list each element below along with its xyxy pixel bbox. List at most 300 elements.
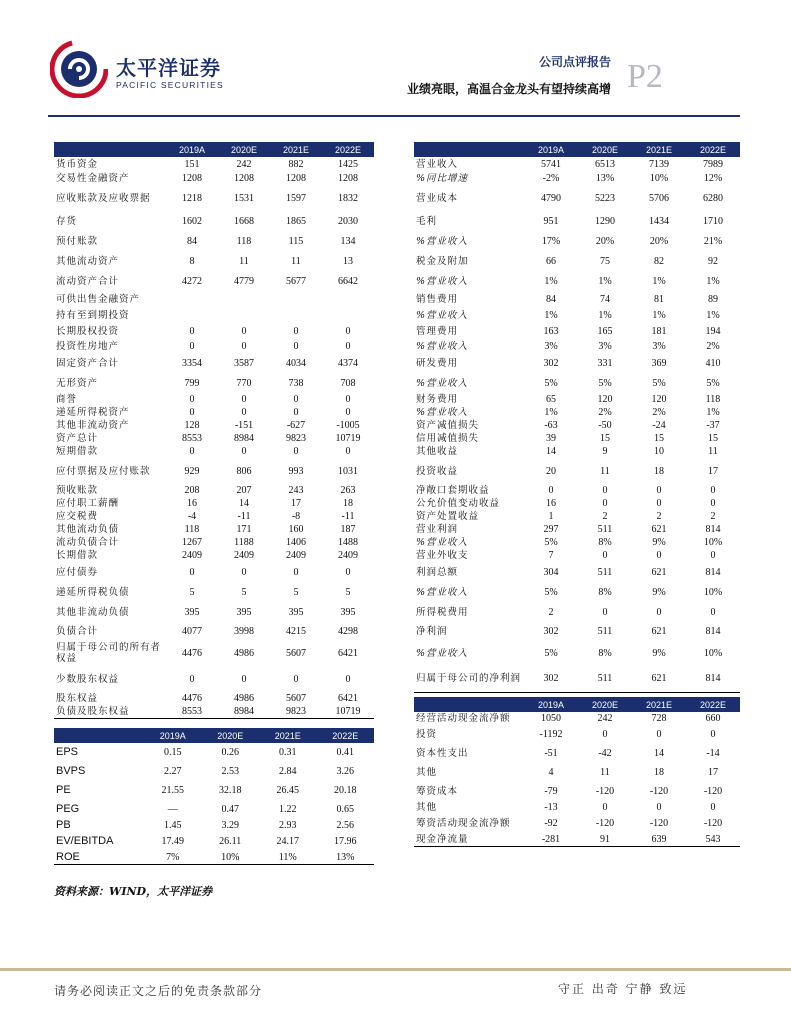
row-value: 0: [602, 485, 608, 496]
table-row: [54, 432, 374, 445]
row-label: 少数股东权益: [56, 673, 120, 685]
row-value: 11: [291, 255, 301, 267]
table-header-row: [414, 697, 740, 712]
row-value: 1208: [286, 172, 306, 184]
row-label: 管理费用: [416, 325, 459, 337]
valuation-table: [54, 728, 374, 865]
row-value: 511: [597, 625, 613, 637]
row-label: 归属于母公司的所有者权益: [56, 642, 162, 664]
row-value: 4986: [234, 693, 254, 704]
row-value: 18: [654, 465, 664, 477]
table-row: [414, 484, 740, 497]
row-label: 短期借款: [56, 446, 99, 457]
table-row: [414, 323, 740, 339]
row-value: 2: [710, 511, 716, 522]
row-value: 26.11: [219, 836, 242, 847]
row-label: 资本性支出: [416, 748, 469, 759]
row-value: 4779: [234, 275, 254, 287]
row-label: 毛利: [416, 215, 438, 227]
table-row: [54, 339, 374, 353]
table-row: [414, 562, 740, 582]
row-value: 1208: [338, 172, 358, 184]
table-row: [414, 458, 740, 484]
row-value: 4: [548, 767, 554, 778]
row-value: -63: [544, 420, 558, 431]
row-label: 应收账款及应收票据: [56, 192, 151, 204]
table-row: [414, 353, 740, 373]
row-value: 89: [708, 293, 718, 305]
row-label: PB: [56, 819, 71, 831]
row-value: 3998: [234, 625, 254, 637]
row-value: -120: [703, 818, 723, 829]
cash-flow-table: [414, 697, 740, 847]
row-label: %营业收入: [416, 407, 469, 418]
row-value: [166, 291, 218, 307]
row-value: 4790: [541, 192, 561, 204]
table-row: [414, 185, 740, 211]
row-value: 2409: [182, 550, 202, 561]
company-motto: 守正 出奇 宁静 致远: [558, 982, 688, 996]
row-label: 资产减值损失: [416, 420, 480, 431]
row-value: -8: [291, 511, 301, 522]
row-value: 65: [546, 394, 556, 405]
row-value: 410: [705, 357, 721, 369]
row-value: -24: [652, 420, 666, 431]
row-value: 0: [345, 340, 351, 352]
row-value: 6280: [703, 192, 723, 204]
row-value: 9%: [652, 537, 666, 548]
row-value: 118: [705, 394, 721, 405]
row-value: 369: [651, 357, 667, 369]
table-row: [414, 445, 740, 458]
row-value: 6642: [338, 275, 358, 287]
row-label: 筹资成本: [416, 786, 459, 797]
header-cell-year: 2022E: [686, 697, 740, 712]
row-value: 2409: [286, 550, 306, 561]
row-label: 负债合计: [56, 625, 99, 637]
row-value: 20.18: [334, 785, 357, 796]
row-label: 其他: [416, 767, 438, 778]
row-value: 242: [597, 713, 613, 724]
row-value: -120: [649, 818, 669, 829]
table-row: [54, 271, 374, 291]
table-row: [414, 497, 740, 510]
row-value: 194: [705, 325, 721, 337]
row-label: 其他流动资产: [56, 255, 120, 267]
table-row: [414, 231, 740, 251]
row-value: 814: [686, 666, 740, 692]
row-value: 1%: [706, 407, 720, 418]
row-label: 交易性金融资产: [56, 172, 130, 184]
table-row: [414, 744, 740, 763]
income-statement-table: [414, 142, 740, 693]
row-value: 14: [654, 748, 664, 759]
row-value: 11: [239, 255, 249, 267]
row-value: -11: [237, 511, 251, 522]
row-label: 其他非流动负债: [56, 606, 130, 618]
row-value: 8%: [598, 537, 612, 548]
row-value: 5%: [598, 377, 612, 389]
row-value: 1865: [286, 215, 306, 227]
table-row: [54, 231, 374, 251]
header-cell-year: 2022E: [322, 142, 374, 157]
table-row: [414, 763, 740, 782]
row-value: 11%: [259, 851, 317, 864]
table-row: [414, 211, 740, 231]
row-value: 882: [288, 158, 304, 170]
row-value: 5741: [541, 158, 561, 170]
row-label: 存货: [56, 215, 78, 227]
row-value: 120: [651, 394, 667, 405]
row-label: 利润总额: [416, 566, 459, 578]
row-value: 160: [288, 524, 304, 535]
row-value: 4476: [182, 647, 202, 659]
row-value: 0: [293, 394, 299, 405]
row-value: 187: [340, 524, 356, 535]
row-value: 10: [654, 446, 664, 457]
row-value: 6513: [595, 158, 615, 170]
row-value: -79: [544, 786, 558, 797]
row-label: BVPS: [56, 765, 86, 777]
row-value: -37: [706, 420, 720, 431]
header-cell-label: [414, 142, 524, 157]
header-cell-year: 2021E: [270, 142, 322, 157]
company-logo: [50, 40, 240, 100]
row-value: 814: [705, 625, 721, 637]
table-row: [54, 743, 374, 762]
row-value: 5%: [544, 586, 558, 598]
row-value: 2.84: [279, 766, 297, 777]
row-value: 5607: [286, 693, 306, 704]
row-value: 5: [241, 586, 247, 598]
row-label: 其他: [416, 802, 438, 813]
table-row: [54, 484, 374, 497]
row-value: 8553: [166, 705, 218, 718]
row-value: 0: [241, 446, 247, 457]
row-label: 应交税费: [56, 511, 99, 522]
row-value: 13%: [317, 851, 375, 864]
table-row: [54, 832, 374, 851]
row-value: 0.41: [336, 747, 354, 758]
row-value: 0: [656, 802, 662, 813]
row-value: 621: [651, 524, 667, 535]
row-value: 304: [543, 566, 559, 578]
row-value: 118: [236, 235, 252, 247]
row-label: 应付职工薪酬: [56, 498, 120, 509]
row-value: 0: [710, 729, 716, 740]
row-value: 0: [602, 498, 608, 509]
row-value: -4: [187, 511, 197, 522]
row-value: 243: [288, 485, 304, 496]
row-value: 10%: [703, 647, 723, 659]
row-value: 929: [184, 465, 200, 477]
row-value: [218, 307, 270, 323]
row-label: 投资: [416, 729, 438, 740]
row-label: 流动资产合计: [56, 275, 120, 287]
row-value: 0: [293, 340, 299, 352]
row-label: EPS: [56, 746, 79, 758]
row-value: 0: [189, 446, 195, 457]
row-value: 814: [705, 566, 721, 578]
header-cell-year: 2019A: [524, 142, 578, 157]
row-value: 1%: [652, 309, 666, 321]
row-label: %营业收入: [416, 586, 469, 598]
table-row: [54, 445, 374, 458]
header-cell-label: [54, 728, 144, 743]
row-value: 0: [602, 606, 608, 618]
row-value: 0: [710, 802, 716, 813]
row-value: 39: [546, 433, 556, 444]
row-value: 395: [288, 606, 304, 618]
row-value: 21%: [703, 235, 723, 247]
header-rule: [48, 115, 740, 117]
table-row: [414, 510, 740, 523]
row-label: 商誉: [56, 394, 78, 405]
row-value: 10%: [202, 851, 260, 864]
row-value: 0: [710, 485, 716, 496]
table-row: [414, 373, 740, 393]
table-row: [54, 781, 374, 800]
row-value: 91: [578, 833, 632, 846]
row-value: 0: [602, 729, 608, 740]
row-value: 26.45: [276, 785, 299, 796]
row-label: 营业收入: [416, 158, 459, 170]
row-value: 3%: [598, 340, 612, 352]
header-cell-year: 2019A: [524, 697, 578, 712]
row-value: 20%: [649, 235, 669, 247]
row-value: 511: [578, 666, 632, 692]
row-value: 84: [187, 235, 197, 247]
row-value: 207: [236, 485, 252, 496]
row-value: 2%: [598, 407, 612, 418]
row-value: 7139: [649, 158, 669, 170]
row-value: 1188: [234, 537, 254, 548]
row-value: 1218: [182, 192, 202, 204]
header-cell-year: 2020E: [202, 728, 260, 743]
row-label: 长期股权投资: [56, 325, 120, 337]
row-value: 8%: [598, 586, 612, 598]
header-cell-year: 2020E: [218, 142, 270, 157]
table-row: [54, 393, 374, 406]
row-value: 1%: [652, 275, 666, 287]
row-value: -92: [544, 818, 558, 829]
row-value: 799: [184, 377, 200, 389]
row-value: 1602: [182, 215, 202, 227]
row-value: 263: [340, 485, 356, 496]
row-value: 4476: [182, 693, 202, 704]
table-row: [54, 497, 374, 510]
row-value: 5223: [595, 192, 615, 204]
table-row: [414, 666, 740, 692]
row-value: 4986: [234, 647, 254, 659]
page-title: 业绩亮眼，高温合金龙头有望持续高增: [406, 82, 611, 96]
row-value: 3.26: [336, 766, 354, 777]
row-value: 0.31: [279, 747, 297, 758]
table-row: [54, 510, 374, 523]
row-value: 0: [710, 498, 716, 509]
row-label: %营业收入: [416, 537, 469, 548]
table-header-row: [54, 728, 374, 743]
row-value: 993: [288, 465, 304, 477]
row-value: 5706: [649, 192, 669, 204]
row-value: 1488: [338, 537, 358, 548]
row-value: 0: [345, 566, 351, 578]
row-value: -2%: [542, 172, 560, 184]
table-row: [414, 833, 740, 846]
table-row: [414, 536, 740, 549]
row-label: 研发费用: [416, 357, 459, 369]
row-value: 0: [345, 673, 351, 685]
row-value: -151: [234, 420, 254, 431]
row-value: 2409: [338, 550, 358, 561]
row-label: EV/EBITDA: [56, 835, 114, 847]
row-value: 4374: [338, 357, 358, 369]
row-value: 0: [241, 566, 247, 578]
table-row: [54, 582, 374, 602]
row-value: -120: [595, 818, 615, 829]
table-row: [414, 549, 740, 562]
row-value: 1597: [286, 192, 306, 204]
row-label: 长期借款: [56, 550, 99, 561]
row-value: 0: [656, 498, 662, 509]
row-value: 12%: [703, 172, 723, 184]
row-value: 0: [189, 566, 195, 578]
row-value: 10719: [335, 433, 361, 444]
row-label: %营业收入: [416, 235, 469, 247]
row-value: 13: [343, 255, 353, 267]
row-value: 0: [189, 325, 195, 337]
row-value: 9823: [270, 705, 322, 718]
row-label: PE: [56, 784, 71, 796]
row-value: 15: [708, 433, 718, 444]
row-value: 9: [602, 446, 608, 457]
row-value: [270, 307, 322, 323]
row-label: 其他流动负债: [56, 524, 120, 535]
table-row: [54, 419, 374, 432]
row-label: 预收账款: [56, 485, 99, 496]
source-note: 资料来源：WIND，太平洋证券: [54, 885, 213, 898]
row-value: 0: [548, 485, 554, 496]
row-value: 242: [236, 158, 252, 170]
row-label: 预付账款: [56, 235, 99, 247]
table-row: [414, 157, 740, 171]
table-row: [414, 814, 740, 833]
row-value: 17%: [541, 235, 561, 247]
row-value: 163: [543, 325, 559, 337]
row-value: 1%: [598, 275, 612, 287]
row-value: 1: [548, 511, 554, 522]
row-label: 资产处置收益: [416, 511, 480, 522]
row-value: 1267: [182, 537, 202, 548]
table-row: [54, 373, 374, 393]
row-value: 32.18: [219, 785, 242, 796]
row-value: 5607: [286, 647, 306, 659]
row-value: 302: [543, 357, 559, 369]
row-label: 流动负债合计: [56, 537, 120, 548]
row-value: 66: [546, 255, 556, 267]
row-value: -120: [703, 786, 723, 797]
row-label: 营业利润: [416, 524, 459, 535]
row-label: 应付票据及应付账款: [56, 465, 151, 477]
row-value: 1668: [234, 215, 254, 227]
row-label: 所得税费用: [416, 606, 469, 618]
row-value: 511: [597, 566, 613, 578]
row-value: 2: [548, 606, 554, 618]
row-value: 1%: [598, 309, 612, 321]
row-label: 股东权益: [56, 693, 99, 704]
row-value: 165: [597, 325, 613, 337]
row-value: 1%: [544, 309, 558, 321]
table-row: [54, 800, 374, 819]
row-value: 1434: [649, 215, 669, 227]
row-value: 302: [543, 625, 559, 637]
row-label: 信用减值损失: [416, 433, 480, 444]
row-value: 806: [236, 465, 252, 477]
row-label: 营业成本: [416, 192, 459, 204]
table-row: [414, 523, 740, 536]
table-row: [54, 692, 374, 705]
row-value: 1208: [182, 172, 202, 184]
table-row: [54, 523, 374, 536]
row-value: -50: [598, 420, 612, 431]
row-value: 0: [345, 407, 351, 418]
row-value: 770: [236, 377, 252, 389]
table-header-row: [54, 142, 374, 157]
row-label: %营业收入: [416, 340, 469, 352]
row-value: 395: [340, 606, 356, 618]
row-value: 9%: [652, 586, 666, 598]
row-value: 5%: [544, 647, 558, 659]
row-value: 115: [288, 235, 304, 247]
row-value: 0: [656, 550, 662, 561]
row-value: 1%: [706, 309, 720, 321]
row-label: 应付债券: [56, 566, 99, 578]
table-row: [414, 393, 740, 406]
table-row: [54, 562, 374, 582]
row-value: -120: [595, 786, 615, 797]
row-value: 2%: [706, 340, 720, 352]
row-value: 728: [651, 713, 667, 724]
row-value: 151: [184, 158, 200, 170]
row-value: 7989: [703, 158, 723, 170]
row-label: 财务费用: [416, 394, 459, 405]
row-value: 17.96: [334, 836, 357, 847]
row-value: 2409: [234, 550, 254, 561]
row-value: 1050: [541, 713, 561, 724]
row-label: 货币资金: [56, 158, 99, 170]
row-value: 1406: [286, 537, 306, 548]
row-label: 递延所得税负债: [56, 586, 130, 598]
report-type: 公司点评报告: [538, 55, 611, 69]
row-value: 0.47: [221, 804, 239, 815]
table-row: [414, 712, 740, 725]
row-value: 5677: [286, 275, 306, 287]
row-value: 0: [293, 446, 299, 457]
row-value: 18: [343, 498, 353, 509]
row-value: 0: [293, 325, 299, 337]
row-value: 15: [600, 433, 610, 444]
row-value: 81: [654, 293, 664, 305]
table-row: [414, 307, 740, 323]
row-value: -1192: [539, 729, 563, 740]
row-value: 3.29: [221, 820, 239, 831]
row-value: 84: [546, 293, 556, 305]
row-value: 2: [602, 511, 608, 522]
row-label: 经营活动现金流净额: [416, 713, 511, 724]
table-row: [54, 819, 374, 832]
table-row: [54, 323, 374, 339]
row-label: 净敞口套期收益: [416, 485, 490, 496]
